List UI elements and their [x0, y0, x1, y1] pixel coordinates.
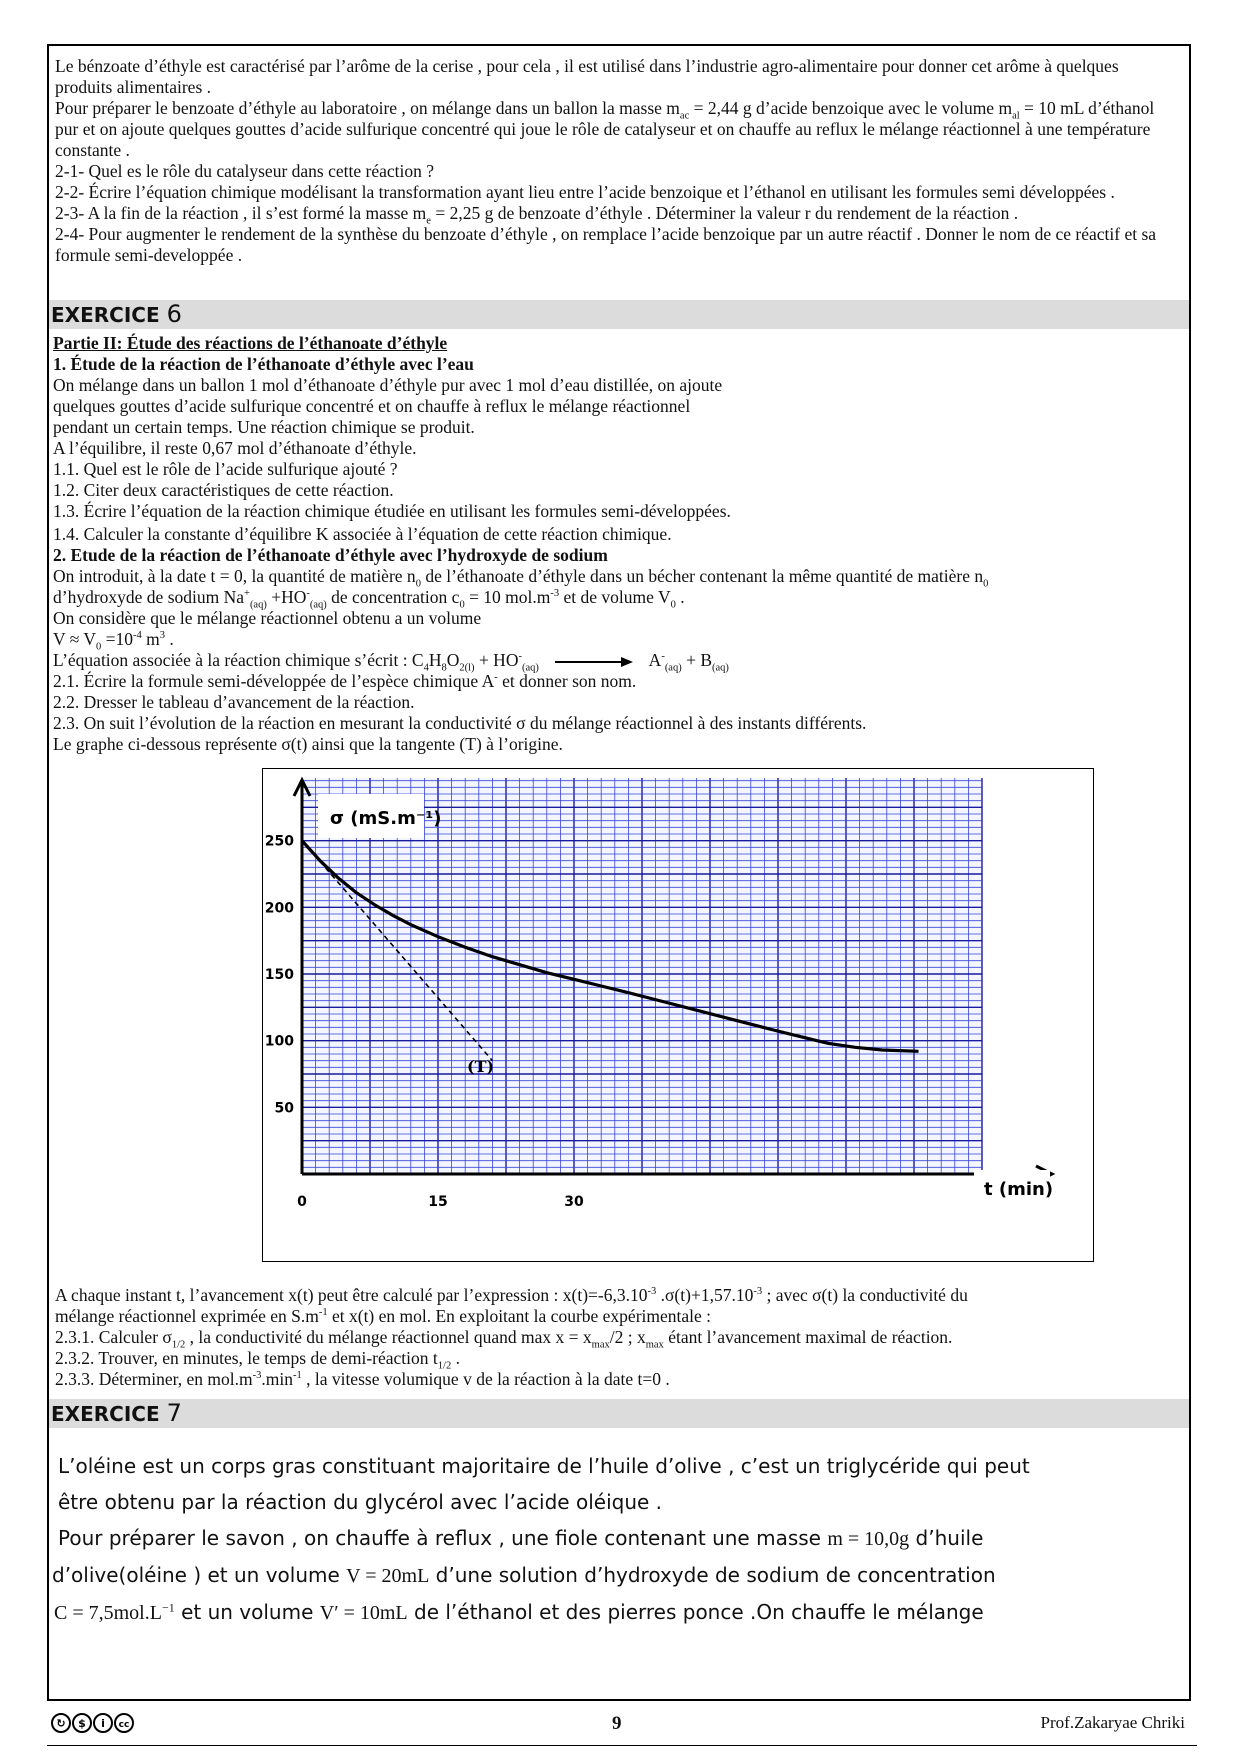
- x-tick-label: 0: [297, 1194, 307, 1210]
- question-2-1-b: 2.1. Écrire la formule semi-développée de l’espèce chimique A- et donner son nom.: [53, 671, 637, 691]
- section-2-title: 2. Etude de la réaction de l’éthanoate d’éthyle avec l’hydroxyde de sodium: [53, 545, 608, 565]
- tangent-label: (T): [467, 1057, 495, 1076]
- text-line: d’olive(oléine ) et un volume V = 20mL d’une solution d’hydroxyde de sodium de concentration: [52, 1563, 996, 1587]
- question-2-3-2: 2.3.2. Trouver, en minutes, le temps de demi-réaction $t_{1/2}$ .: [55, 1348, 460, 1372]
- footer-rule: [47, 1745, 1197, 1746]
- question-2-4: 2-4- Pour augmenter le rendement de la synthèse du benzoate d’éthyle , on remplace l’acide benzoique par un autre réactif . Donner le nom de ce réactif et sa formule semi-developpée .: [55, 224, 1157, 265]
- svg-text:$: $: [78, 1717, 86, 1730]
- reaction-arrow-icon: [555, 656, 633, 668]
- cc-license-icon: [50, 1712, 142, 1734]
- preparation-paragraph: Pour préparer le benzoate d’éthyle au laboratoire , on mélange dans un ballon la masse $m_{ac} = 2,44$ g d’acide benzoique avec le volume $m_{al} = 10$ mL d’éthanol pur et on ajoute quelques gouttes d’acide sulfurique concentré qui joue le rôle de catalyseur et on chauffe au reflux le mélange réactionnel à une température constante .: [55, 98, 1155, 160]
- section-1-title: 1. Étude de la réaction de l’éthanoate d’éthyle avec l’eau: [53, 354, 474, 374]
- footer: [47, 1712, 1197, 1742]
- svg-text:↻: ↻: [56, 1717, 66, 1730]
- conductivity-chart: [262, 768, 1094, 1262]
- question-2-2: 2-2- Écrire l’équation chimique modélisant la transformation ayant lieu entre l’acide benzoique et l’éthanol en utilisant les formules semi développées .: [55, 182, 1115, 202]
- y-axis-label: σ (mS.m⁻¹): [330, 808, 442, 829]
- x-tick-label: 15: [428, 1194, 448, 1210]
- intro-paragraph: Le bénzoate d’éthyle est caractérisé par l’arôme de la cerise , pour cela , il est utilisé dans l’industrie agro-alimentaire pour donner cet arôme à quelques produits alimentaires .: [55, 56, 1119, 97]
- text-line: On introduit, à la date t = 0, la quantité de matière $n_0$ de l’éthanoate d’éthyle dans un bécher contenant la même quantité de matière $n_0$: [53, 566, 989, 590]
- text-line: quelques gouttes d’acide sulfurique concentré et on chauffe à reflux le mélange réactionnel: [53, 396, 691, 416]
- text-line: $V \approx V_0 =10^{-4}$ $m^3$ .: [53, 629, 174, 653]
- exercise-6-body: [53, 333, 1178, 755]
- y-tick-label: 50: [274, 1100, 294, 1117]
- graph-intro: Le graphe ci-dessous représente σ(t) ainsi que la tangente (T) à l’origine.: [53, 734, 563, 754]
- y-tick-label: 250: [264, 833, 294, 850]
- text-line: $C = 7,5mol.L^{-1}$ et un volume V′ = 10mL de l’éthanol et des pierres ponce .On chauffe le mélange: [54, 1600, 984, 1624]
- exercise-7-header: EXERCICE 7: [49, 1399, 1189, 1428]
- text-line: L’oléine est un corps gras constituant majoritaire de l’huile d’olive , c’est un triglycéride qui peut: [58, 1454, 1030, 1478]
- reaction-equation: L’équation associée à la réaction chimique s’écrit : $C_4H_8O_{2(l)} + HO^-_{(aq)}$ $A^-_{(aq)} + B_{(aq)}$: [53, 650, 729, 674]
- exercise-6-header: EXERCICE 6: [49, 300, 1189, 329]
- question-1-3: 1.3. Écrire l’équation de la réaction chimique étudiée en utilisant les formules semi-développées.: [53, 501, 731, 521]
- intro-block: [55, 56, 1180, 266]
- svg-text:i: i: [101, 1717, 105, 1730]
- x-tick-label: 30: [564, 1194, 584, 1210]
- question-1-2: 1.2. Citer deux caractéristiques de cette réaction.: [53, 480, 394, 500]
- question-2-2-b: 2.2. Dresser le tableau d’avancement de la réaction.: [53, 692, 415, 712]
- question-2-3-1: 2.3.1. Calculer $\sigma_{1/2}$ , la conductivité du mélange réactionnel quand $\max x = x_{max}/2$ ; $x_{max}$ étant l’avancement maximal de réaction.: [55, 1327, 953, 1351]
- text-line: On considère que le mélange réactionnel obtenu a un volume: [53, 608, 482, 628]
- text-line: mélange réactionnel exprimée en $S.m^{-1}$ et x(t) en mol. En exploitant la courbe expérimentale :: [55, 1306, 712, 1326]
- y-tick-label: 100: [264, 1033, 294, 1050]
- y-tick-label: 150: [264, 967, 294, 983]
- question-1-4: 1.4. Calculer la constante d’équilibre K associée à l’équation de cette réaction chimique.: [53, 524, 672, 544]
- text-line: On mélange dans un ballon 1 mol d’éthanoate d’éthyle pur avec 1 mol d’eau distillée, on ajoute: [53, 375, 723, 395]
- svg-text:cc: cc: [118, 1720, 130, 1730]
- text-line: A l’équilibre, il reste 0,67 mol d’éthanoate d’éthyle.: [53, 438, 417, 458]
- exercise-7-body: [52, 1448, 1183, 1631]
- x-axis-label: t (min): [984, 1179, 1054, 1200]
- text-line: être obtenu par la réaction du glycérol avec l’acide oléique .: [58, 1490, 663, 1514]
- question-2-3-3: 2.3.3. Déterminer, en $mol.m^{-3}.\min^{-1}$ , la vitesse volumique v de la réaction à la date t=0 .: [55, 1369, 670, 1389]
- question-2-1: 2-1- Quel es le rôle du catalyseur dans cette réaction ?: [55, 161, 434, 181]
- question-2-3-b: 2.3. On suit l’évolution de la réaction en mesurant la conductivité σ du mélange réactionnel à des instants différents.: [53, 713, 867, 733]
- text-line: Pour préparer le savon , on chauffe à reflux , une fiole contenant une masse m = 10,0g d’huile: [58, 1526, 984, 1550]
- text-line: d’hydroxyde de sodium $Na^+_{(aq)} +HO^-_{(aq)}$ de concentration $c_0 = 10$ $mol.m^{-3}$ et de volume $V_0$ .: [53, 587, 685, 611]
- page-number: 9: [612, 1713, 622, 1734]
- after-graph-block: [55, 1285, 1180, 1390]
- part-title: Partie II: Étude des réactions de l’éthanoate d’éthyle: [53, 333, 448, 353]
- question-1-1: 1.1. Quel est le rôle de l’acide sulfurique ajouté ?: [53, 459, 398, 479]
- y-tick-label: 200: [264, 900, 294, 917]
- author: Prof.Zakaryae Chriki: [1040, 1713, 1185, 1732]
- text-line: A chaque instant t, l’avancement x(t) peut être calculé par l’expression : $x(t)=-6,3.10^{-3}$ $.\sigma(t)+1,57.10^{-3}$ ; avec σ(t) la conductivité du: [55, 1285, 968, 1305]
- text-line: pendant un certain temps. Une réaction chimique se produit.: [53, 417, 475, 437]
- question-2-3: 2-3- A la fin de la réaction , il s’est formé la masse $m_e = 2,25$ g de benzoate d’éthyle . Déterminer la valeur r du rendement de la réaction .: [55, 203, 1019, 227]
